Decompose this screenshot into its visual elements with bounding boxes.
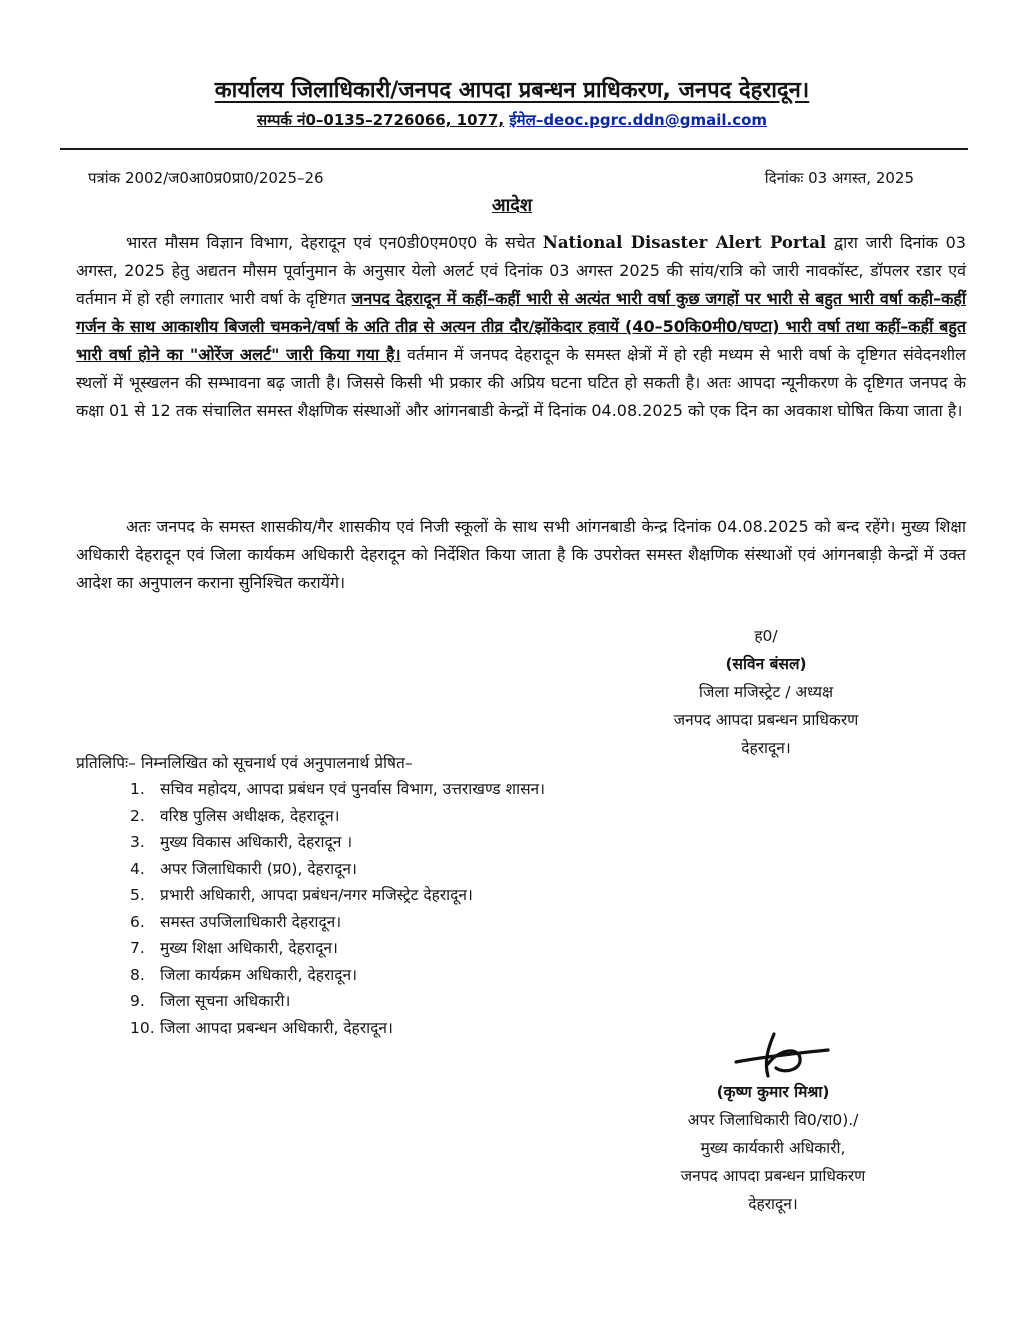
- office-title: [0, 74, 1024, 104]
- copy-to-item: [130, 935, 545, 962]
- copy-to-item: [130, 909, 545, 936]
- copy-to-item-number: 10.: [130, 1018, 155, 1037]
- signatory-2-name: (कृष्ण कुमार मिश्रा): [716, 1083, 830, 1101]
- copy-to-item-number: 5.: [130, 886, 145, 904]
- signatory-2-authority: जनपद आपदा प्रबन्धन प्राधिकरण: [680, 1167, 866, 1185]
- copy-to-item: [130, 988, 545, 1015]
- signatory-block-1: [636, 622, 896, 762]
- order-paragraph-2: [76, 513, 966, 597]
- signatory-1-name: (सविन बंसल): [725, 655, 807, 673]
- copy-to-item-number: 2.: [130, 806, 145, 825]
- contact-line: [0, 110, 1024, 130]
- para2-text: अतः जनपद के समस्त शासकीय/गैर शासकीय एवं निजी स्कूलों के साथ सभी आंगनबाडी केन्द्र दिनांक 04.08.2025 को बन्द रहेंगे। मुख्य शिक्षा अधिकारी देहरादून एवं जिला कार्यकम अधिकारी देहरादून को निर्देशित किया जाता है कि उपरोक्त समस्त शैक्षणिक संस्थाओं एवं आंगनबाड़ी केन्द्रों में उक्त आदेश का अनुपालन कराना सुनिश्चित करायेंगे।: [76, 517, 966, 592]
- copy-to-item: [130, 962, 545, 989]
- copy-to-heading: प्रतिलिपिः– निम्नलिखित को सूचनार्थ एवं अनुपालनार्थ प्रेषित–: [76, 754, 413, 772]
- signatory-2-role: मुख्य कार्यकारी अधिकारी,: [700, 1139, 846, 1157]
- copy-to-item-number: 3.: [130, 833, 145, 851]
- copy-to-item-text: जिला आपदा प्रबन्धन अधिकारी, देहरादून।: [160, 1018, 393, 1037]
- copy-to-item-number: 7.: [130, 939, 145, 957]
- portal-name: National Disaster Alert Portal: [542, 233, 827, 252]
- copy-to-item-number: 1.: [130, 780, 145, 798]
- copy-to-item-text: वरिष्ठ पुलिस अधीक्षक, देहरादून।: [160, 806, 340, 825]
- copy-to-item: [130, 829, 545, 856]
- para1-intro: भारत मौसम विज्ञान विभाग, देहरादून एवं एन0डी0एम0ए0 के सचेत: [126, 233, 536, 252]
- copy-to-list: [130, 776, 545, 1041]
- copy-to-item-text: सचिव महोदय, आपदा प्रबंधन एवं पुनर्वास विभाग, उत्तराखण्ड शासन।: [160, 780, 546, 798]
- copy-to-item: [130, 882, 545, 909]
- copy-to-item-text: प्रभारी अधिकारी, आपदा प्रबंधन/नगर मजिस्ट्रेट देहरादून।: [160, 886, 473, 904]
- copy-to-item-number: 8.: [130, 965, 145, 984]
- signatory-1-designation: जिला मजिस्ट्रेट / अध्यक्ष: [698, 683, 834, 701]
- copy-to-item-number: 9.: [130, 992, 145, 1010]
- signed-mark: ह0/: [754, 627, 778, 645]
- copy-to-item-text: जिला सूचना अधिकारी।: [160, 992, 291, 1010]
- copy-to-item-text: समस्त उपजिलाधिकारी देहरादून।: [160, 912, 342, 931]
- office-title-text: कार्यालय जिलाधिकारी/जनपद आपदा प्रबन्धन प्राधिकरण, जनपद देहरादून।: [214, 78, 810, 103]
- copy-to-item-text: मुख्य विकास अधिकारी, देहरादून ।: [160, 833, 353, 851]
- order-title: आदेश: [491, 195, 533, 216]
- signatory-2-designation: अपर जिलाधिकारी वि0/रा0)./: [687, 1111, 859, 1129]
- copy-to-item-text: जिला कार्यक्रम अधिकारी, देहरादून।: [160, 965, 358, 984]
- para1-forecast: द्वारा जारी दिनांक 03 अगस्त, 2025 हेतु अद्यतन मौसम पूर्वानुमान के अनुसार येलो अलर्ट एवं दिनांक 03 अगस्त 2025 की सांय/रात्रि को जारी नावकॉस्ट, डॉपलर रडार एवं वर्तमान में हो रही लगातार भारी वर्षा के दृष्टिगत: [76, 233, 966, 308]
- orange-alert-text: जनपद देहरादून में कहीं–कहीं भारी से अत्यंत भारी वर्षा कुछ जगहों पर भारी से बहुत भारी वर्षा कही–कहीं गर्जन के साथ आकाशीय बिजली चमकने/वर्षा के अति तीव्र से अत्यन तीव्र दौर/झोंकेदार हवायें (40–50कि0मी0/घण्टा) भारी वर्षा तथा कहीं–कहीं बहुत भारी वर्षा होने का "ओरेंज अलर्ट" जारी किया गया है।: [76, 289, 966, 364]
- handwritten-signature-icon: [728, 1028, 838, 1082]
- signatory-2-place: देहरादून।: [748, 1195, 798, 1213]
- copy-to-item-text: अपर जिलाधिकारी (प्र0), देहरादून।: [160, 859, 357, 878]
- copy-to-item: [130, 776, 545, 803]
- contact-phone: सम्पर्क नं0–0135–2726066, 1077,: [256, 111, 505, 129]
- order-paragraph-1: [76, 229, 966, 425]
- copy-to-item: [130, 803, 545, 830]
- signatory-1-place: देहरादून।: [741, 739, 791, 757]
- copy-to-item: [130, 856, 545, 883]
- para1-holiday: वर्तमान में जनपद देहरादून के समस्त क्षेत्रों में हो रही मध्यम से भारी वर्षा के दृष्टिगत संवेदनशील स्थलों में भूस्खलन की सम्भावना बढ़ जाती है। जिससे किसी भी प्रकार की अप्रिय घटना घटित हो सकती है। अतः आपदा न्यूनीकरण के दृष्टिगत जनपद के कक्षा 01 से 12 तक संचालित समस्त शैक्षणिक संस्थाओं और आंगनबाडी केन्द्रों में दिनांक 04.08.2025 को एक दिन का अवकाश घोषित किया जाता है।: [76, 345, 966, 420]
- letter-date: दिनांकः 03 अगस्त, 2025: [764, 169, 914, 187]
- signatory-block-2: [648, 1078, 898, 1218]
- letter-number: पत्रांक 2002/ज0आ0प्र0प्रा0/2025–26: [88, 169, 324, 187]
- signatory-1-authority: जनपद आपदा प्रबन्धन प्राधिकरण: [673, 711, 859, 729]
- copy-to-item: [130, 1015, 545, 1042]
- header-divider: [60, 148, 968, 150]
- copy-to-item-text: मुख्य शिक्षा अधिकारी, देहरादून।: [160, 939, 338, 957]
- copy-to-item-number: 4.: [130, 859, 145, 878]
- contact-email: ईमेल–deoc.pgrc.ddn@gmail.com: [509, 111, 768, 129]
- copy-to-item-number: 6.: [130, 912, 145, 931]
